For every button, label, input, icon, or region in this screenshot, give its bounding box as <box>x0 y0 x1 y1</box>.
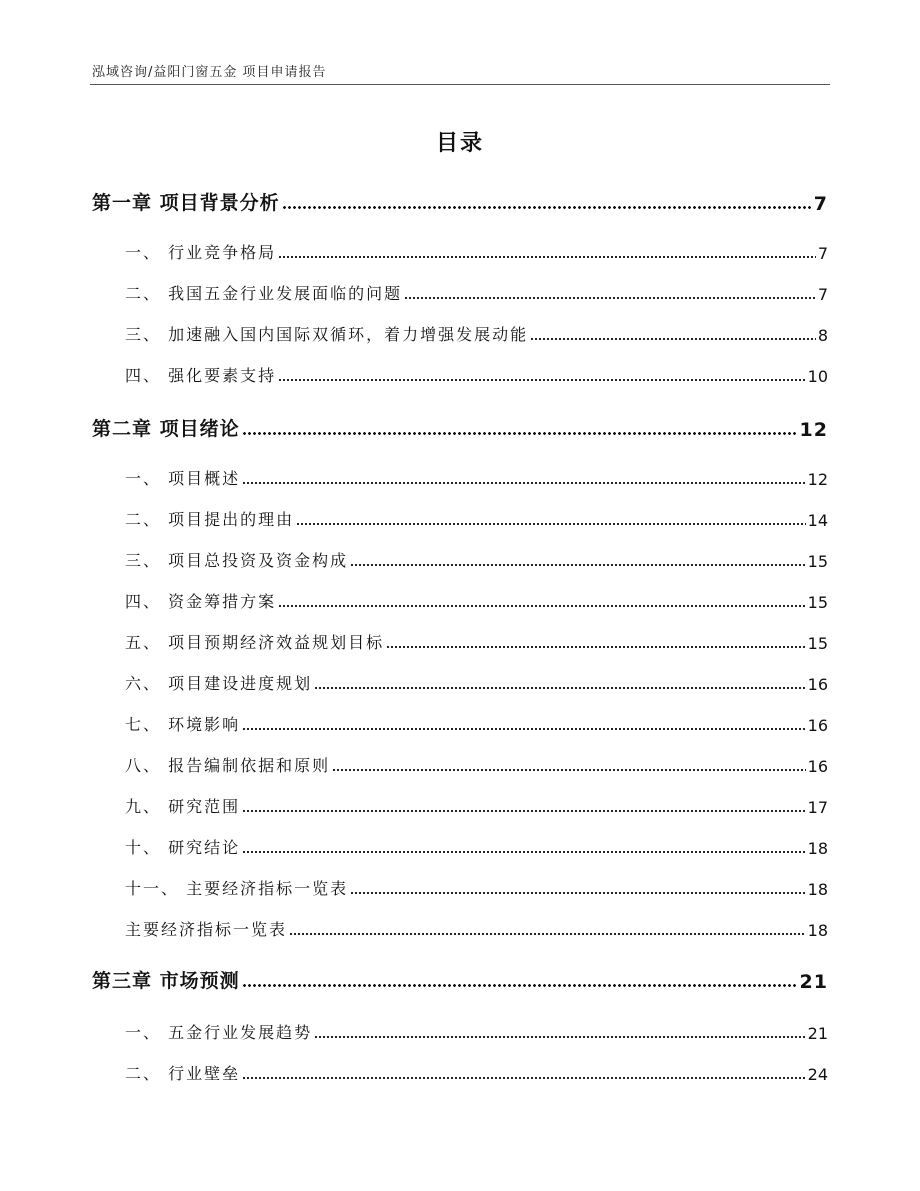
dot-leader <box>278 379 806 381</box>
dot-leader <box>289 933 806 935</box>
toc-entry-page: 21 <box>807 1024 828 1043</box>
toc-entry-page: 7 <box>817 244 828 263</box>
toc-entry-page: 14 <box>807 511 828 530</box>
toc-chapter-2[interactable] <box>92 414 828 441</box>
toc-entry-label: 三、 项目总投资及资金构成 <box>125 551 349 570</box>
toc-chapter-3[interactable] <box>92 966 828 993</box>
toc-entry-page: 21 <box>799 971 828 993</box>
toc-entry-page: 18 <box>807 880 828 899</box>
dot-leader <box>242 1077 806 1079</box>
dot-leader <box>282 206 812 209</box>
toc-entry-page: 16 <box>807 675 828 694</box>
toc-entry-label: 六、 项目建设进度规划 <box>125 674 313 693</box>
dot-leader <box>278 256 816 258</box>
toc-entry-label: 一、 五金行业发展趋势 <box>125 1023 313 1042</box>
dot-leader <box>242 984 798 987</box>
dot-leader <box>314 1036 806 1038</box>
toc-section[interactable] <box>125 753 828 776</box>
toc-section[interactable] <box>125 589 828 612</box>
toc-entry-page: 12 <box>807 470 828 489</box>
dot-leader <box>242 810 806 812</box>
toc-entry-page: 10 <box>807 367 828 386</box>
toc-section[interactable] <box>125 1061 828 1084</box>
toc-entry-label: 九、 研究范围 <box>125 797 241 816</box>
toc-entry-label: 三、 加速融入国内国际双循环，着力增强发展动能 <box>125 325 529 344</box>
dot-leader <box>242 432 798 435</box>
toc-entry-label: 四、 资金筹措方案 <box>125 592 277 611</box>
toc-entry-page: 15 <box>807 634 828 653</box>
toc-entry-page: 7 <box>817 285 828 304</box>
header-text: 泓域咨询/益阳门窗五金 项目申请报告 <box>92 65 327 80</box>
toc-entry-label: 四、 强化要素支持 <box>125 366 277 385</box>
toc-section[interactable] <box>125 548 828 571</box>
dot-leader <box>530 338 816 340</box>
toc-section[interactable] <box>125 794 828 817</box>
header-divider <box>90 84 830 85</box>
toc-entry-label: 第一章 项目背景分析 <box>92 192 280 214</box>
toc-entry-label: 五、 项目预期经济效益规划目标 <box>125 633 385 652</box>
toc-entry-page: 16 <box>807 757 828 776</box>
toc-entry-label: 二、 项目提出的理由 <box>125 510 295 529</box>
toc-entry-label: 第二章 项目绪论 <box>92 418 240 440</box>
toc-entry-page: 12 <box>799 419 828 441</box>
toc-section[interactable] <box>125 281 828 304</box>
dot-leader <box>278 605 806 607</box>
dot-leader <box>242 482 806 484</box>
toc-section[interactable] <box>125 876 828 899</box>
dot-leader <box>350 892 806 894</box>
toc-entry-label: 八、 报告编制依据和原则 <box>125 756 331 775</box>
toc-section[interactable] <box>125 466 828 489</box>
dot-leader <box>242 728 806 730</box>
toc-entry-page: 18 <box>807 839 828 858</box>
toc-entry-page: 15 <box>807 552 828 571</box>
toc-entry-page: 18 <box>807 921 828 940</box>
toc-section[interactable] <box>125 322 828 345</box>
toc-chapter-1[interactable] <box>92 188 828 215</box>
toc-entry-page: 24 <box>807 1065 828 1084</box>
dot-leader <box>296 523 806 525</box>
toc-entry-page: 17 <box>807 798 828 817</box>
toc-entry-label: 十一、 主要经济指标一览表 <box>125 879 349 898</box>
dot-leader <box>386 646 806 648</box>
dot-leader <box>314 687 806 689</box>
toc-section[interactable] <box>125 240 828 263</box>
dot-leader <box>350 564 806 566</box>
dot-leader <box>242 851 806 853</box>
toc-entry-label: 一、 项目概述 <box>125 469 241 488</box>
toc-title: 目录 <box>435 131 484 156</box>
dot-leader <box>332 769 806 771</box>
toc-entry-label: 第三章 市场预测 <box>92 970 240 992</box>
toc-entry-page: 8 <box>817 326 828 345</box>
toc-section[interactable] <box>125 917 828 940</box>
toc-entry-label: 二、 我国五金行业发展面临的问题 <box>125 284 403 303</box>
toc-section[interactable] <box>125 712 828 735</box>
toc-entry-label: 二、 行业壁垒 <box>125 1064 241 1083</box>
toc-section[interactable] <box>125 671 828 694</box>
toc-entry-page: 15 <box>807 593 828 612</box>
toc-section[interactable] <box>125 835 828 858</box>
toc-section[interactable] <box>125 363 828 386</box>
toc-entry-label: 十、 研究结论 <box>125 838 241 857</box>
toc-entry-label: 主要经济指标一览表 <box>125 920 288 939</box>
dot-leader <box>404 297 816 299</box>
toc-section[interactable] <box>125 630 828 653</box>
toc-section[interactable] <box>125 507 828 530</box>
toc-section[interactable] <box>125 1020 828 1043</box>
toc-entry-label: 七、 环境影响 <box>125 715 241 734</box>
toc-entry-page: 7 <box>813 193 828 215</box>
toc-entry-page: 16 <box>807 716 828 735</box>
toc-entry-label: 一、 行业竞争格局 <box>125 243 277 262</box>
